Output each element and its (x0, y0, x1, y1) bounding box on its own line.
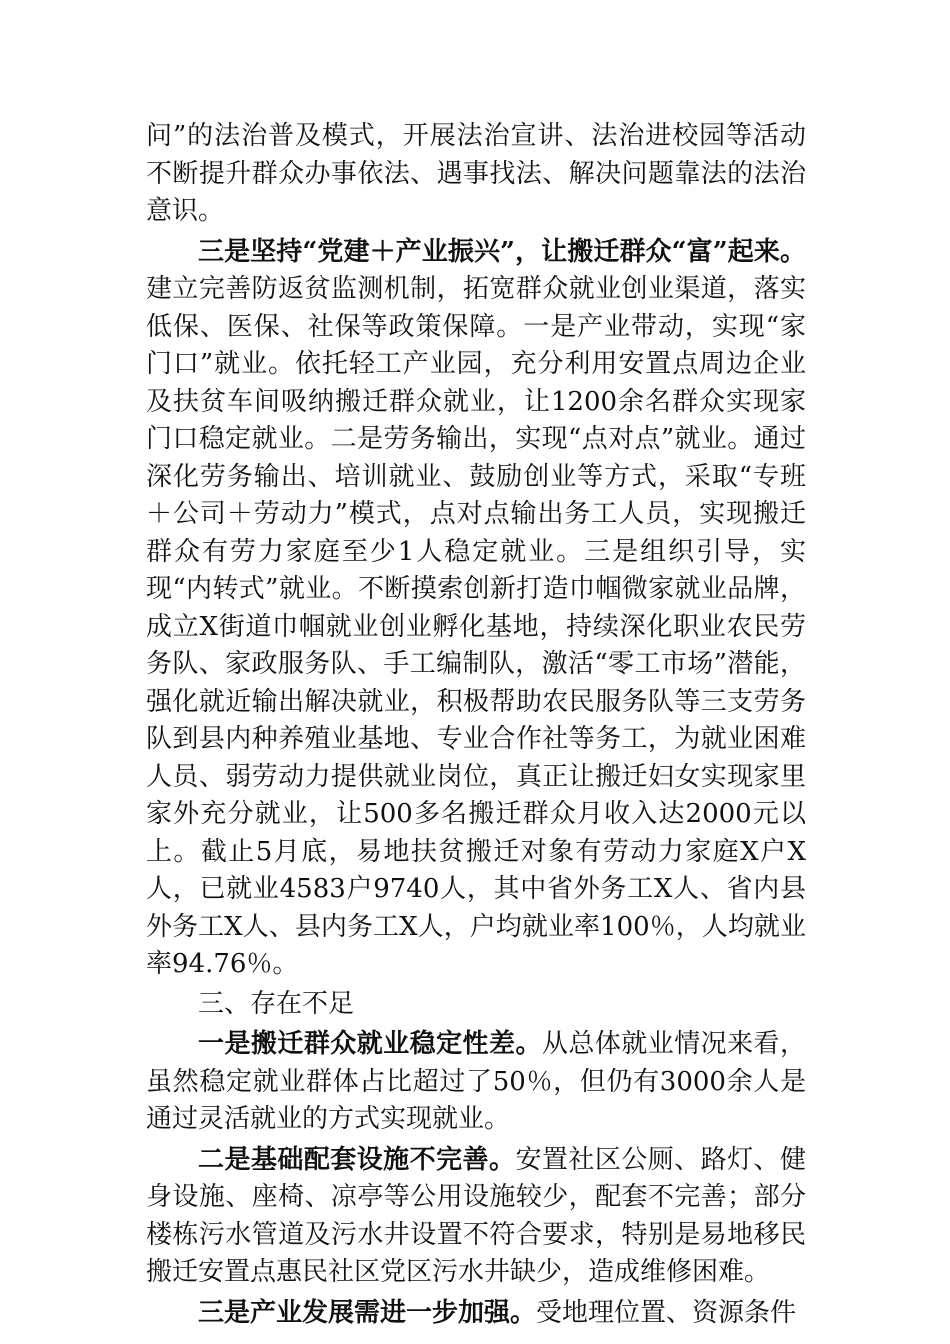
paragraph-text: 问”的法治普及模式，开展法治宣讲、法治进校园等活动不断提升群众办事依法、遇事找法、解决问题靠法的法治意识。 (146, 121, 806, 226)
section-heading-text: 三、存在不足 (198, 988, 355, 1019)
section-heading-shortcomings (146, 986, 806, 1024)
paragraph-lead-heading: 一是搬迁群众就业稳定性差。 (198, 1029, 542, 1059)
paragraph-industry-revitalization (146, 234, 806, 984)
paragraph-text: 从总体就业情况来看，虽然稳定就业群体占比超过了50％，但仍有3000余人是通过灵活就业的方式实现就业。 (146, 1029, 806, 1134)
paragraph-industry-development (146, 1295, 806, 1333)
paragraph-lead-heading: 三是产业发展需进一步加强。 (198, 1297, 537, 1328)
paragraph-text: 建立完善防返贫监测机制，拓宽群众就业创业渠道，落实低保、医保、社保等政策保障。一是产业带动，实现“家门口”就业。依托轻工产业园，充分利用安置点周边企业及扶贫车间吸纳搬迁群众就业，让1200余名群众实现家门口稳定就业。二是劳务输出，实现“点对点”就业。通过深化劳务输出、培训就业、鼓励创业等方式，采取“专班＋公司＋劳动力”模式，点对点输出务工人员，实现搬迁群众有劳力家庭至少1人稳定就业。三是组织引导，实现“内转式”就业。不断摸索创新打造巾帼微家就业品牌，成立X街道巾帼就业创业孵化基地，持续深化职业农民劳务队、家政服务队、手工编制队，激活“零工市场”潜能，强化就近输出解决就业，积极帮助农民服务队等三支劳务队到县内种养殖业基地、专业合作社等务工，为就业困难人员、弱劳动力提供就业岗位，真正让搬迁妇女实现家里家外充分就业，让500多名搬迁群众月收入达2000元以上。截止5月底，易地扶贫搬迁对象有劳动力家庭X户X人，已就业4583户9740人，其中省外务工X人、省内县外务工X人、县内务工X人，户均就业率100％，人均就业率94.76％。 (146, 274, 806, 979)
document-body (146, 118, 806, 1332)
paragraph-text: 安置社区公厕、路灯、健身设施、座椅、凉亭等公用设施较少，配套不完善；部分楼栋污水管道及污水井设置不符合要求，特别是易地移民搬迁安置点惠民社区党区污水井缺少，造成维修困难。 (146, 1144, 806, 1287)
paragraph-text: 受地理位置、资源条件 (536, 1297, 797, 1328)
paragraph-infrastructure (146, 1142, 806, 1292)
paragraph-continuation (146, 118, 806, 231)
paragraph-employment-stability (146, 1026, 806, 1139)
paragraph-lead-heading: 二是基础配套设施不完善。 (198, 1144, 516, 1175)
paragraph-lead-heading: 三是坚持“党建＋产业振兴”，让搬迁群众“富”起来。 (198, 236, 806, 267)
